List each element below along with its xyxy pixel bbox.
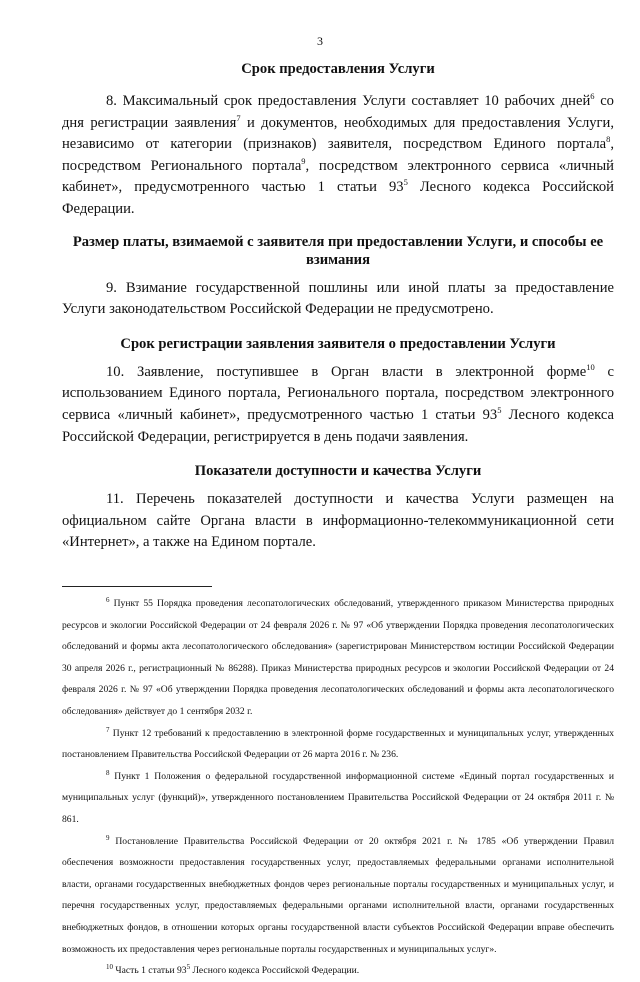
paragraph-10: 10. Заявление, поступившее в Орган власти в электронной форме$^{10}$ с использованием Единого портала, Регионального портала, посредством электронного сервиса «личный кабинет», предусмотренного частью 1 статьи $93^5$ Лесного кодекса Российской Федерации, регистрируется в день подачи заявления. <box>62 361 614 445</box>
footnote: $^6$ Пункт 55 Порядка проведения лесопатологических обследований, утвержденного приказом Министерства природных ресурсов и экологии Российской Федерации от 24 февраля 2026 г. № 97 «Об утверждении Порядка проведения лесопатологических обследований и формы акта лесопатологического обследования» (зарегистрирован Министерством юстиции Российской Федерации 30 апреля 2026 г., регистрационный № 86288). Приказ Министерства природных ресурсов и экологии Российской Федерации от 24 февраля 2026 г. № 97 «Об утверждении Порядка проведения лесопатологических обследований и формы акта лесопатологического обследования» действует до 1 сентября 2032 г. <box>62 596 614 717</box>
paragraph-11: 11. Перечень показателей доступности и качества Услуги размещен на официальном сайте Органа власти в информационно-телекоммуникационной сети «Интернет», а также на Едином портале. <box>62 491 614 551</box>
section-heading-quality: Показатели доступности и качества Услуги <box>194 463 482 480</box>
footnote-ref-8: 8 <box>606 134 611 145</box>
main-content <box>62 60 614 554</box>
footnote: $^9$ Постановление Правительства Российской Федерации от 20 октября 2021 г. № 1785 «Об утверждении Правил обеспечения возможности предоставления государственных услуг, предоставляемых федеральными органами исполнительной власти, органами государственных внебюджетных фондов через региональные порталы государственных и муниципальных услуг, и перечня государственных услуг, предоставляемых федеральными органами исполнительной власти, органами государственных внебюджетных фондов, в отношении которых органы государственной власти субъектов Российской Федерации вправе обеспечить возможность их предоставления через региональные порталы государственных и муниципальных услуг». <box>62 833 614 955</box>
section-heading-term: Срок предоставления Услуги <box>241 61 435 77</box>
footnote-ref-5: 5 <box>403 177 408 188</box>
footnotes <box>62 593 614 982</box>
paragraph-9: 9. Взимание государственной пошлины или иной платы за предоставление Услуги законодательством Российской Федерации не предусмотрено. <box>62 279 614 318</box>
section-heading-fee: Размер платы, взимаемой с заявителя при предоставлении Услуги, и способы ее взимания <box>72 233 604 268</box>
footnote-ref-10: 10 <box>586 361 595 372</box>
footnote: $^{10}$ Часть 1 статьи $93^5$ Лесного кодекса Российской Федерации. <box>106 963 360 977</box>
paragraph-8: 8. Максимальный срок предоставления Услуги составляет 10 рабочих дней$^6$ со дня регистрации заявления$^7$ и документов, необходимых для предоставления Услуги, независимо от категории (признаков) заявителя, посредством Единого портала$^8$, посредством Регионального портала$^9$, посредством электронного сервиса «личный кабинет», предусмотренного частью 1 статьи $93^5$ Лесного кодекса Российской Федерации. <box>62 91 614 217</box>
footnote-ref-9: 9 <box>301 155 306 166</box>
footnote-ref-7: 7 <box>236 112 241 123</box>
footnote-divider <box>62 586 212 587</box>
section-heading-registration: Срок регистрации заявления заявителя о предоставлении Услуги <box>120 335 556 352</box>
footnote: $^8$ Пункт 1 Положения о федеральной государственной информационной системе «Единый портал государственных и муниципальных услуг (функций)», утвержденного постановлением Правительства Российской Федерации от 24 октября 2011 г. № 861. <box>62 768 614 825</box>
footnote-ref-6: 6 <box>590 91 595 101</box>
page-number: 3 <box>317 34 323 48</box>
footnote-ref-5: 5 <box>497 404 502 415</box>
footnote: $^7$ Пункт 12 требований к предоставлению в электронной форме государственных и муниципальных услуг, утвержденных постановлением Правительства Российской Федерации от 26 марта 2016 г. № 236. <box>62 725 614 761</box>
